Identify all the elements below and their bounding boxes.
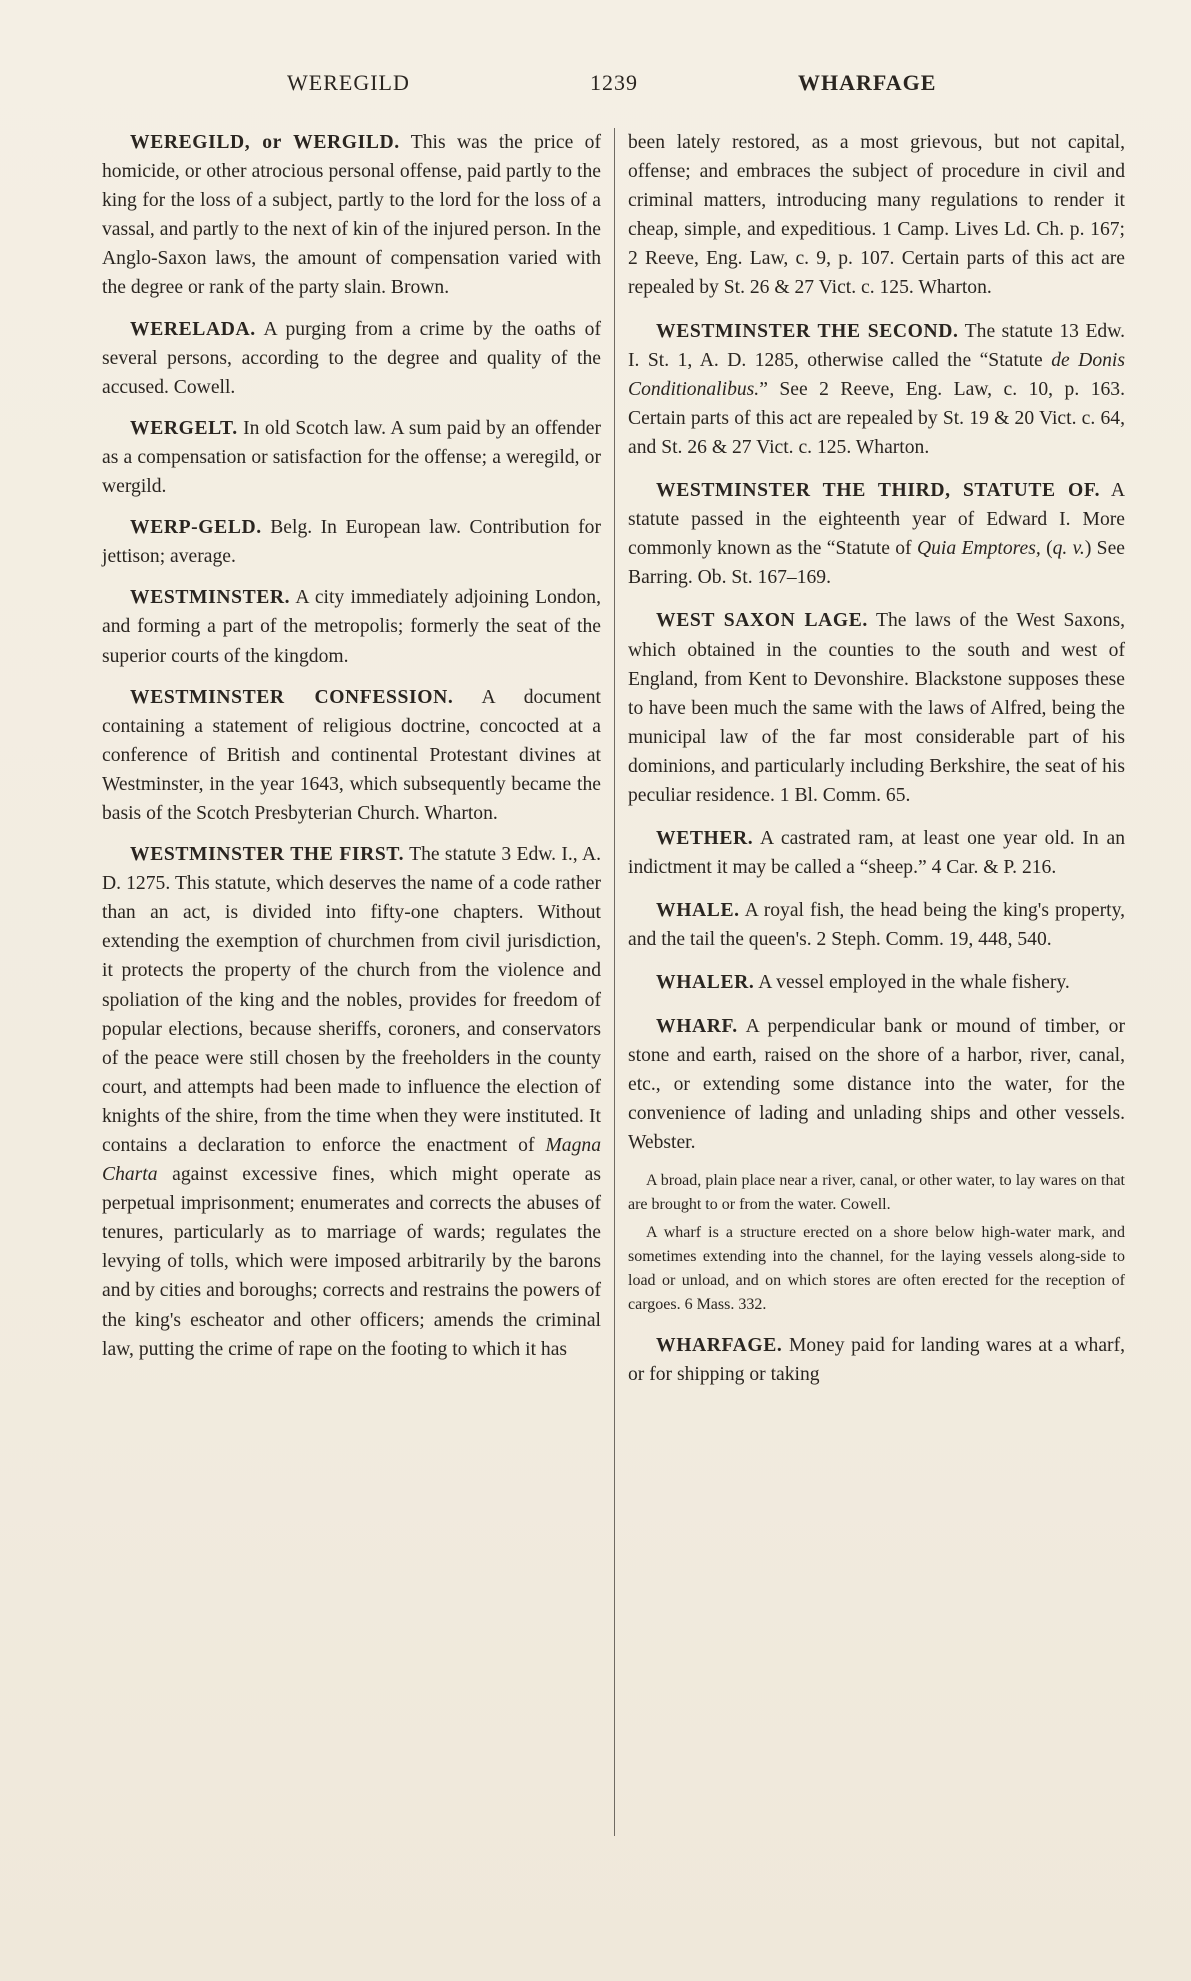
left-column bbox=[102, 128, 601, 1376]
entry-term: WESTMINSTER THE SECOND. bbox=[656, 320, 959, 342]
wharf-note: A broad, plain place near a river, canal, or other water, to lay wares on that are brought to or from the water. Cowell. bbox=[628, 1172, 1125, 1213]
page-number: 1239 bbox=[590, 70, 638, 95]
entry-definition: A castrated ram, at least one year old. In an indictment it may be called a “sheep.” 4 Car. & P. 216. bbox=[628, 828, 1125, 879]
entry-definition: In old Scotch law. A sum paid by an offender as a compensation or satisfaction for the offense; a weregild, or wergild. bbox=[102, 417, 601, 498]
header-left-guideword: WEREGILD bbox=[287, 70, 410, 95]
entry-definition: A royal fish, the head being the king's property, and the tail the queen's. 2 Steph. Comm. 19, 448, 540. bbox=[628, 900, 1125, 951]
entry-westminster-the-first bbox=[102, 840, 601, 1364]
entry-italic-citation: Quia Emptores, bbox=[916, 538, 1041, 560]
header-right-guideword: WHARFAGE bbox=[798, 70, 937, 95]
entry-term: WHARF. bbox=[656, 1015, 738, 1037]
entry-definition: Money paid for landing wares at a wharf, or for shipping or taking bbox=[628, 1335, 1125, 1386]
right-column bbox=[628, 128, 1125, 1401]
entry-term: WESTMINSTER THE FIRST. bbox=[130, 844, 405, 866]
running-header bbox=[0, 70, 1191, 106]
entry-definition: The statute 13 Edw. I. St. 1, A. D. 1285, otherwise called the “Statute bbox=[628, 320, 1125, 371]
entry-wharf bbox=[628, 1012, 1125, 1157]
entry-definition: A perpendicular bank or mound of timber, or stone and earth, raised on the shore of a harbor, river, canal, etc., or extending some distance into the water, for the convenience of lading and unlading ships and other vessels. Webster. bbox=[628, 1015, 1125, 1153]
entry-westminster bbox=[102, 583, 601, 670]
entry-westminster-the-second bbox=[628, 317, 1125, 462]
entry-whale bbox=[628, 896, 1125, 954]
entry-term: WHALER. bbox=[656, 972, 755, 994]
entry-definition: A city immediately adjoining London, and forming a part of the metropolis; formerly the seat of the superior courts of the kingdom. bbox=[102, 587, 601, 667]
entry-definition: This was the price of homicide, or other atrocious personal offense, paid partly to the king for the loss of a subject, partly to the lord for the loss of a vassal, and partly to the next of kin of the injured person. In the Anglo-Saxon laws, the amount of compensation varied with the degree or rank of the party slain. Brown. bbox=[102, 132, 601, 299]
entry-definition: A vessel employed in the whale fishery. bbox=[754, 972, 1070, 994]
entry-westminster-confession bbox=[102, 683, 601, 828]
entry-definition: A document containing a statement of religious doctrine, concocted at a conference of British and continental Protestant divines at Westminster, in the year 1643, which subsequently became the basis of the Scotch Presbyterian Church. Wharton. bbox=[102, 686, 601, 824]
entry-italic-citation: q. v. bbox=[1052, 538, 1085, 560]
entry-west-saxon-lage bbox=[628, 606, 1125, 810]
entry-wether bbox=[628, 824, 1125, 882]
entry-whaler bbox=[628, 968, 1125, 997]
entry-definition: The laws of the West Saxons, which obtained in the counties to the south and west of England, from Kent to Devonshire. Blackstone supposes these to have been much the same with the laws of Alfred, being the municipal law of the far most considerable part of his dominions, and particularly including Berkshire, the seat of his peculiar residence. 1 Bl. Comm. 65. bbox=[628, 610, 1125, 806]
column-divider bbox=[614, 128, 615, 1836]
entry-wergelt bbox=[102, 414, 601, 501]
entry-italic-citation: de Donis Conditionalibus. bbox=[628, 349, 1125, 400]
entry-definition: ” See 2 Reeve, Eng. Law, c. 10, p. 163. Certain parts of this act are repealed by St. 19 & 20 Vict. c. 64, and St. 26 & 27 Vict. c. 125. Wharton. bbox=[628, 378, 1125, 458]
entry-definition: A purging from a crime by the oaths of several persons, according to the degree and quality of the accused. Cowell. bbox=[102, 318, 601, 398]
entry-term: WHALE. bbox=[656, 900, 740, 922]
entry-definition: Belg. In European law. Contribution for jettison; average. bbox=[102, 517, 601, 568]
entry-definition: against excessive fines, which might operate as perpetual imprisonment; enumerates and corrects the abuses of tenures, particularly as to marriage of wards; regulates the levying of tolls, which were imposed arbitrarily by the barons and by cities and boroughs; corrects and restrains the powers of the king's escheator and other officers; amends the criminal law, putting the crime of rape on the footing to which it has bbox=[102, 1164, 601, 1360]
entry-definition: A statute passed in the eighteenth year of Edward I. More commonly known as the “Statute of bbox=[628, 480, 1125, 560]
entry-werp-geld bbox=[102, 513, 601, 571]
entry-weregild bbox=[102, 128, 601, 303]
entry-term: WESTMINSTER. bbox=[130, 587, 291, 609]
entry-term: WETHER. bbox=[656, 828, 754, 850]
wharf-note: A wharf is a structure erected on a shore below high-water mark, and sometimes extending into the channel, for the laying vessels along-side to load or unload, and on which stores are often erected for the reception of cargoes. 6 Mass. 332. bbox=[628, 1224, 1125, 1313]
entry-westminster-the-third bbox=[628, 476, 1125, 592]
entry-definition: ( bbox=[1040, 538, 1053, 560]
entry-term: WERGELT. bbox=[130, 417, 238, 439]
entry-definition: The statute 3 Edw. I., A. D. 1275. This statute, which deserves the name of a code rather than an act, is divided into fifty-one chapters. Without extending the exemption of churchmen from civil jurisdiction, it protects the property of the church from the violence and spoliation of the king and the nobles, provides for freedom of popular elections, because sheriffs, coroners, and conservators of the peace were still chosen by the freeholders in the county court, and attempts had been made to influence the election of knights of the shire, from the time when they were instituted. It contains a declaration to enforce the enactment of bbox=[102, 844, 601, 1156]
entry-term: WEREGILD, or WERGILD. bbox=[130, 132, 400, 153]
entry-term: WESTMINSTER THE THIRD, STATUTE OF. bbox=[656, 480, 1101, 502]
entry-wharfage bbox=[628, 1331, 1125, 1389]
entry-definition: ) See Barring. Ob. St. 167–169. bbox=[628, 538, 1125, 589]
wharf-notes bbox=[628, 1169, 1125, 1317]
entry-werelada bbox=[102, 315, 601, 402]
entry-term: WESTMINSTER CONFESSION. bbox=[130, 686, 454, 708]
entry-term: WEST SAXON LAGE. bbox=[656, 610, 868, 632]
entry-term: WERELADA. bbox=[130, 318, 256, 340]
entry-continuation: been lately restored, as a most grievous, but not capital, offense; and embraces the subject of procedure in civil and criminal matters, introducing many regulations to render it cheap, simple, and expeditious. 1 Camp. Lives Ld. Ch. p. 167; 2 Reeve, Eng. Law, c. 9, p. 107. Certain parts of this act are repealed by St. 26 & 27 Vict. c. 125. Wharton. bbox=[628, 132, 1125, 299]
entry-term: WERP-GELD. bbox=[130, 517, 262, 539]
entry-term: WHARFAGE. bbox=[656, 1335, 783, 1356]
entry-italic-citation: Magna Charta bbox=[102, 1135, 601, 1186]
